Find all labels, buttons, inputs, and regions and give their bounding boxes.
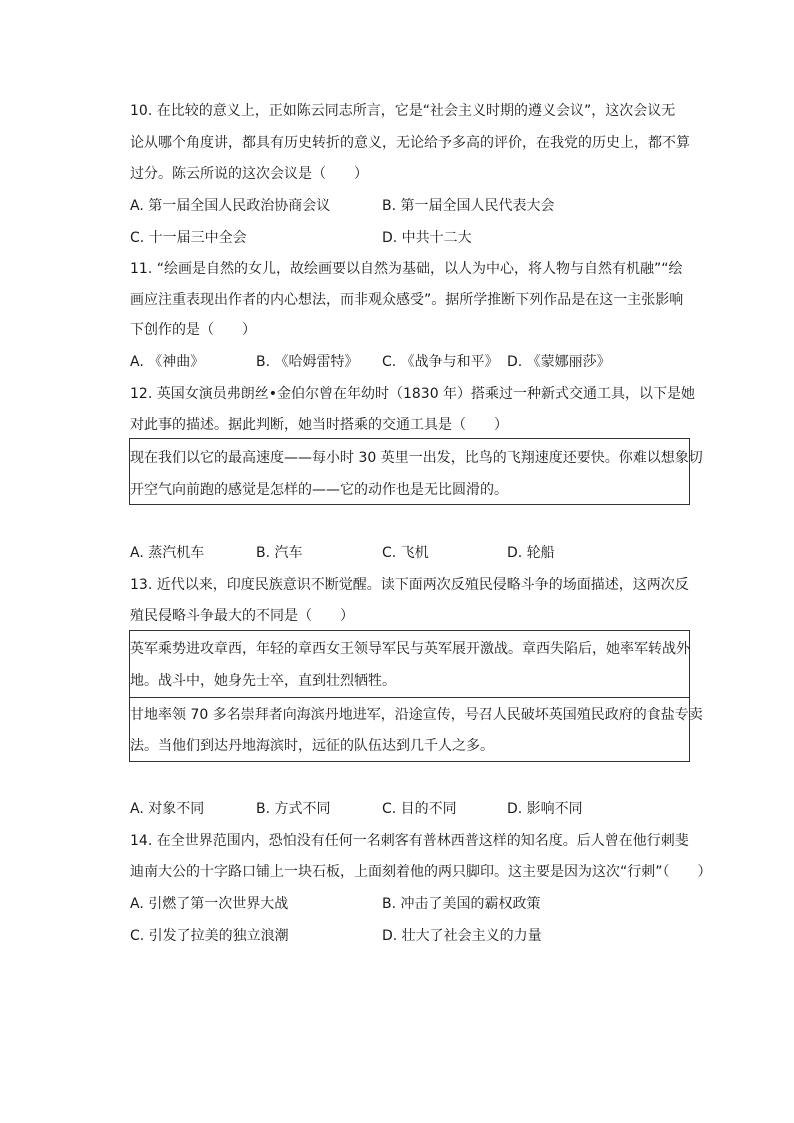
q12-option-d: D. 轮船 xyxy=(507,545,555,561)
q12-quote-line-1: 现在我们以它的最高速度——每小时 30 英里一出发，比鸟的飞翔速度还要快。你难以想象切 xyxy=(130,450,703,466)
q11-option-d: D. 《蒙娜丽莎》 xyxy=(507,354,611,370)
q12-option-a: A. 蒸汽机车 xyxy=(130,545,205,561)
q14-option-b: B. 冲击了美国的霸权政策 xyxy=(382,896,541,912)
q13-line-1: 13. 近代以来，印度民族意识不断觉醒。读下面两次反殖民侵略斗争的场面描述，这两次反 xyxy=(130,577,689,593)
q10-line-3: 过分。陈云所说的这次会议是（ ） xyxy=(130,166,368,182)
q14-line-1: 14. 在全世界范围内，恐怕没有任何一名刺客有普林西普这样的知名度。后人曾在他行刺斐 xyxy=(130,833,689,849)
q10-option-a: A. 第一届全国人民政治协商会议 xyxy=(130,198,331,214)
q14-option-c: C. 引发了拉美的独立浪潮 xyxy=(130,928,289,944)
q12-quote-line-2: 开空气向前跑的感觉是怎样的——它的动作也是无比圆滑的。 xyxy=(130,482,508,498)
q11-line-2: 画应注重表现出作者的内心想法，而非观众感受”。据所学推断下列作品是在这一主张影响 xyxy=(130,292,684,308)
q10-option-d: D. 中共十二大 xyxy=(382,230,472,246)
q10-line-1: 10. 在比较的意义上，正如陈云同志所言，它是“社会主义时期的遵义会议”，这次会议无 xyxy=(130,103,676,119)
q11-line-1: 11. “绘画是自然的女儿，故绘画要以自然为基础，以人为中心，将人物与自然有机融”“绘 xyxy=(130,261,683,277)
q12-line-2: 对此事的描述。据此判断，她当时搭乘的交通工具是（ ） xyxy=(130,417,508,433)
q13-option-a: A. 对象不同 xyxy=(130,801,205,817)
q11-option-b: B. 《哈姆雷特》 xyxy=(256,354,359,370)
q13-quote-box xyxy=(129,630,703,762)
q13-quote2-line-1: 甘地率领 70 多名崇拜者向海滨丹地进军，沿途宣传，号召人民破坏英国殖民政府的食盐专卖 xyxy=(130,707,703,723)
q12-line-1: 12. 英国女演员弗朗丝•金伯尔曾在年幼时（1830 年）搭乘过一种新式交通工具，以下是她 xyxy=(130,386,696,402)
q10-option-b: B. 第一届全国人民代表大会 xyxy=(382,198,555,214)
q12-quote-box xyxy=(129,438,703,505)
q14-line-2: 迪南大公的十字路口铺上一块石板，上面刻着他的两只脚印。这主要是因为这次“行刺”（ ） xyxy=(130,864,712,880)
q13-option-b: B. 方式不同 xyxy=(256,801,331,817)
q10-line-2: 论从哪个角度讲，都具有历史转折的意义，无论给予多高的评价，在我党的历史上，都不算 xyxy=(130,135,690,151)
q11-option-c: C. 《战争与和平》 xyxy=(382,354,499,370)
q14-option-d: D. 壮大了社会主义的力量 xyxy=(382,928,542,944)
q13-line-2: 殖民侵略斗争最大的不同是（ ） xyxy=(130,608,354,624)
q13-option-d: D. 影响不同 xyxy=(507,801,583,817)
q13-quote1-line-2: 地。战斗中，她身先士卒，直到壮烈牺牲。 xyxy=(130,673,396,689)
q11-option-a: A. 《神曲》 xyxy=(130,354,205,370)
q13-quote1-line-1: 英军乘势进攻章西，年轻的章西女王领导军民与英军展开激战。章西失陷后，她率军转战外 xyxy=(130,641,690,657)
q13-quote2-line-2: 法。当他们到达丹地海滨时，远征的队伍达到几千人之多。 xyxy=(130,738,494,754)
q13-quote-divider xyxy=(130,697,689,698)
q10-option-c: C. 十一届三中全会 xyxy=(130,230,247,246)
q12-option-b: B. 汽车 xyxy=(256,545,303,561)
q13-option-c: C. 目的不同 xyxy=(382,801,457,817)
q14-option-a: A. 引燃了第一次世界大战 xyxy=(130,896,289,912)
q12-option-c: C. 飞机 xyxy=(382,545,429,561)
q11-line-3: 下创作的是（ ） xyxy=(130,322,256,338)
